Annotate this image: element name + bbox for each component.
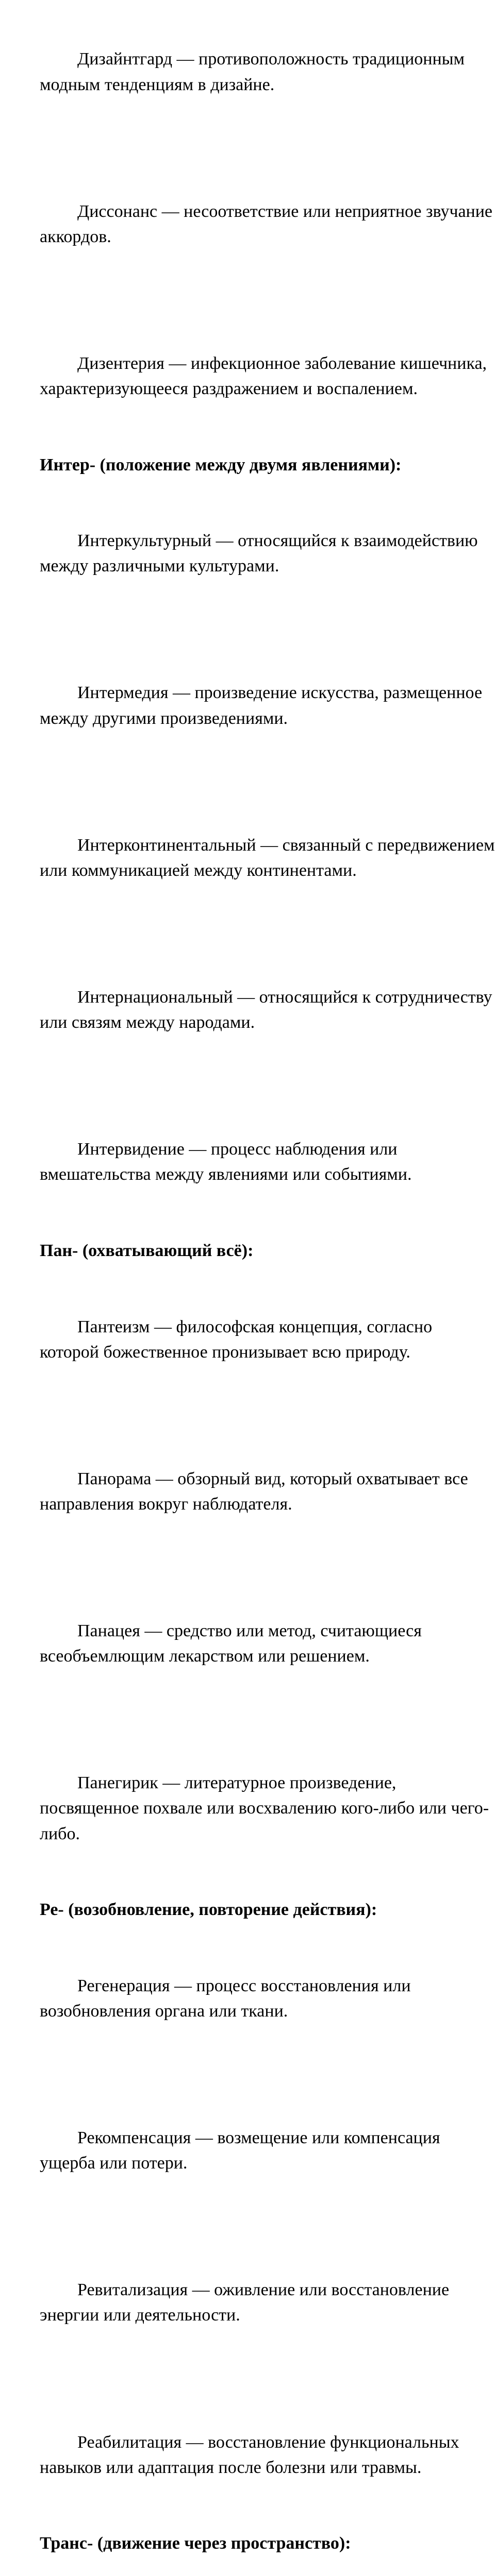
text-line: Панегирик — литературное произведение, xyxy=(77,1773,397,1793)
text-line: между другими произведениями. xyxy=(40,708,288,728)
definition-paragraph xyxy=(2,2556,493,2576)
section-heading: Интер- (положение между двумя явлениями): xyxy=(40,455,402,474)
text-line: навыков или адаптация после болезни или травмы. xyxy=(40,2458,422,2477)
definition-paragraph xyxy=(2,1720,493,1897)
definition-paragraph xyxy=(2,1415,493,1567)
definition-paragraph xyxy=(2,630,493,782)
section-heading: Ре- (возобновление, повторение действия): xyxy=(40,1900,377,1920)
text-line: которой божественное пронизывает всю природу. xyxy=(40,1342,410,1362)
definition-paragraph xyxy=(2,782,493,934)
text-line: характеризующееся раздражением и воспалением. xyxy=(40,379,418,399)
text-line: Интермедия — произведение искусства, размещенное xyxy=(77,683,483,703)
text-line: Ревитализация — оживление или восстановление xyxy=(77,2280,450,2300)
definition-paragraph xyxy=(2,148,493,300)
definition-paragraph xyxy=(2,0,493,148)
text-line: ущерба или потери. xyxy=(40,2154,188,2173)
definition-paragraph xyxy=(2,2227,493,2379)
text-line: Интерконтинентальный — связанный с передвижением xyxy=(77,835,495,855)
text-line: всеобъемлющим лекарством или решением. xyxy=(40,1647,370,1666)
document-body xyxy=(2,0,493,2576)
text-line: или связям между народами. xyxy=(40,1013,255,1032)
definition-paragraph xyxy=(2,300,493,452)
text-line: Реабилитация — восстановление функциональных xyxy=(77,2432,459,2452)
text-line: направления вокруг наблюдателя. xyxy=(40,1494,292,1514)
definition-paragraph xyxy=(2,1922,493,2074)
definition-paragraph xyxy=(2,1086,493,1238)
text-line: Интервидение — процесс наблюдения или xyxy=(77,1140,398,1159)
text-line: либо. xyxy=(40,1824,80,1843)
text-line: или коммуникацией между континентами. xyxy=(40,860,357,880)
definition-paragraph xyxy=(2,478,493,630)
text-line: Дизентерия — инфекционное заболевание кишечника, xyxy=(77,353,487,373)
text-line: возобновления органа или ткани. xyxy=(40,2002,288,2021)
text-line: Панорама — обзорный вид, который охватывает все xyxy=(77,1469,468,1488)
definition-paragraph xyxy=(2,1263,493,1415)
text-line: Интернациональный — относящийся к сотрудничеству xyxy=(77,987,492,1007)
text-line: аккордов. xyxy=(40,227,111,246)
text-line: Рекомпенсация — возмещение или компенсация xyxy=(77,2128,440,2148)
text-line: энергии или деятельности. xyxy=(40,2306,240,2325)
section-heading: Пан- (охватывающий всё): xyxy=(40,1241,254,1260)
section-heading: Транс- (движение через пространство): xyxy=(40,2534,351,2553)
text-line: Пантеизм — философская концепция, согласно xyxy=(77,1317,433,1336)
text-line: Дизайнтгард — противоположность традиционным xyxy=(77,49,465,69)
text-line: Панацея — средство или метод, считающиеся xyxy=(77,1621,422,1640)
text-line: посвященное похвале или восхвалению кого-либо или чего- xyxy=(40,1799,489,1818)
text-line: между различными культурами. xyxy=(40,556,279,576)
text-line: Регенерация — процесс восстановления или xyxy=(77,1976,411,1995)
text-line: Интеркультурный — относящийся к взаимодействию xyxy=(77,531,478,551)
text-line: вмешательства между явлениями или событиями. xyxy=(40,1165,412,1184)
text-line: Диссонанс — несоответствие или неприятное звучание xyxy=(77,201,493,221)
definition-paragraph xyxy=(2,2075,493,2227)
definition-paragraph xyxy=(2,934,493,1086)
definition-paragraph xyxy=(2,2379,493,2531)
text-line: модным тенденциям в дизайне. xyxy=(40,75,275,94)
definition-paragraph xyxy=(2,1568,493,1720)
